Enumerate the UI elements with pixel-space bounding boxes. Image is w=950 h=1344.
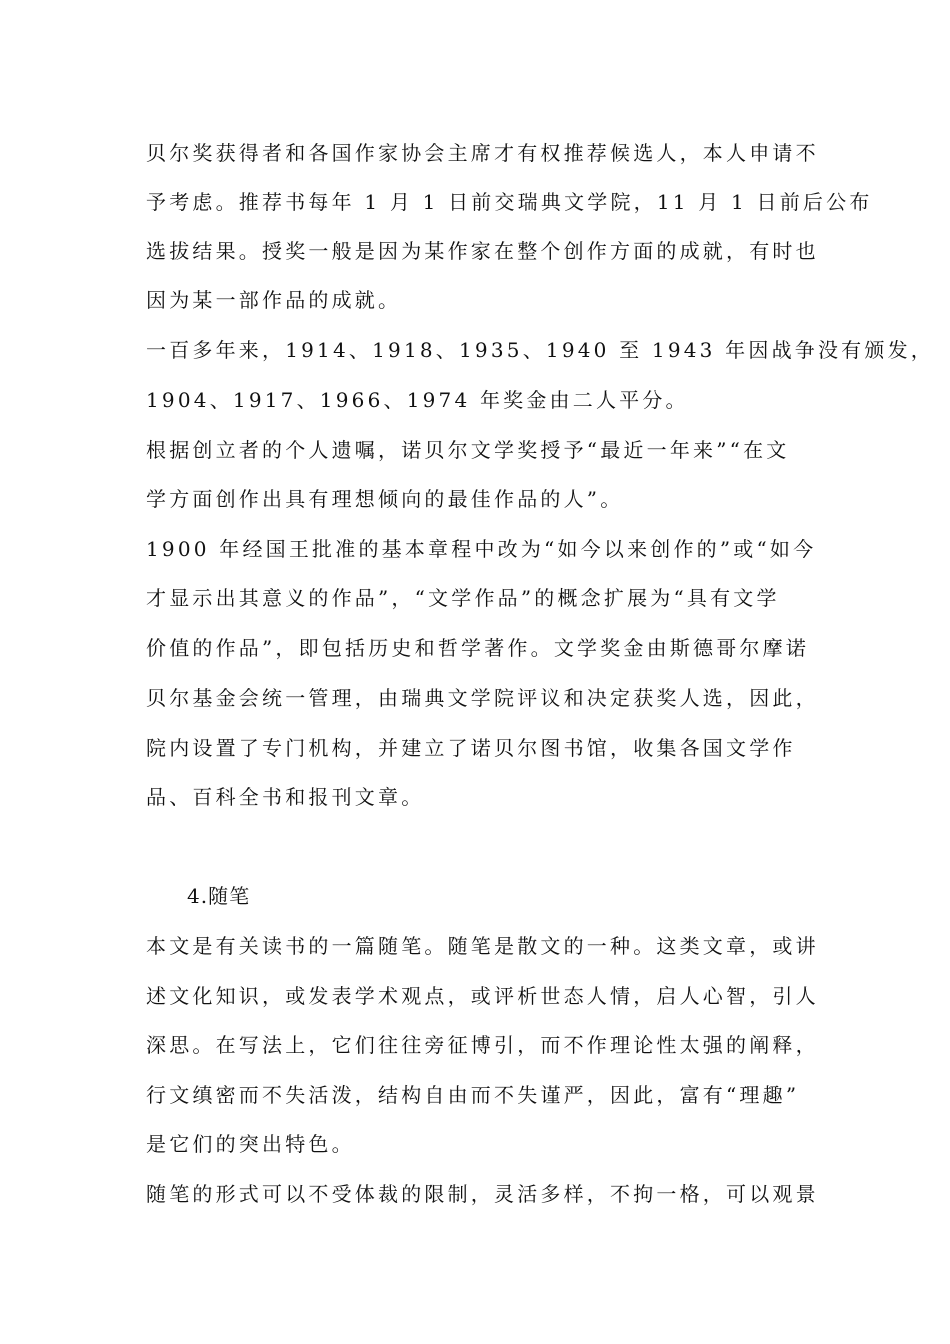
- body-text-line: 一百多年来，1914、1918、1935、1940 至 1943 年因战争没有颁发，: [146, 338, 934, 362]
- body-text-line: 价值的作品”，即包括历史和哲学著作。文学奖金由斯德哥尔摩诺: [146, 636, 810, 660]
- body-text-line: 随笔的形式可以不受体裁的限制，灵活多样，不拘一格，可以观景: [146, 1182, 819, 1206]
- body-text-line: 品、百科全书和报刊文章。: [146, 785, 425, 809]
- body-text-line: 行文缜密而不失活泼，结构自由而不失谨严，因此，富有“理趣”: [146, 1083, 800, 1107]
- body-text-line: 贝尔奖获得者和各国作家协会主席才有权推荐候选人，本人申请不: [146, 141, 819, 165]
- body-text-line: 因为某一部作品的成就。: [146, 288, 402, 312]
- body-text-line: 才显示出其意义的作品”，“文学作品”的概念扩展为“具有文学: [146, 586, 780, 610]
- body-text-line: 1900 年经国王批准的基本章程中改为“如今以来创作的”或“如今: [146, 537, 817, 561]
- body-text-line: 深思。在写法上，它们往往旁征博引，而不作理论性太强的阐释，: [146, 1033, 819, 1057]
- body-text-line: 予考虑。推荐书每年 1 月 1 日前交瑞典文学院，11 月 1 日前后公布: [146, 190, 873, 214]
- body-text-line: 贝尔基金会统一管理，由瑞典文学院评议和决定获奖人选，因此，: [146, 686, 819, 710]
- body-text-line: 选拔结果。授奖一般是因为某作家在整个创作方面的成就，有时也: [146, 239, 819, 263]
- body-text-line: 1904、1917、1966、1974 年奖金由二人平分。: [146, 388, 689, 412]
- body-text-line: 是它们的突出特色。: [146, 1132, 355, 1156]
- body-text-line: 学方面创作出具有理想倾向的最佳作品的人”。: [146, 487, 624, 511]
- body-text-line: 本文是有关读书的一篇随笔。随笔是散文的一种。这类文章，或讲: [146, 934, 819, 958]
- section-heading: 4.随笔: [187, 884, 251, 908]
- body-text-line: 院内设置了专门机构，并建立了诺贝尔图书馆，收集各国文学作: [146, 736, 796, 760]
- body-text-line: 根据创立者的个人遗嘱，诺贝尔文学奖授予“最近一年来”“在文: [146, 438, 790, 462]
- body-text-line: 述文化知识，或发表学术观点，或评析世态人情，启人心智，引人: [146, 984, 819, 1008]
